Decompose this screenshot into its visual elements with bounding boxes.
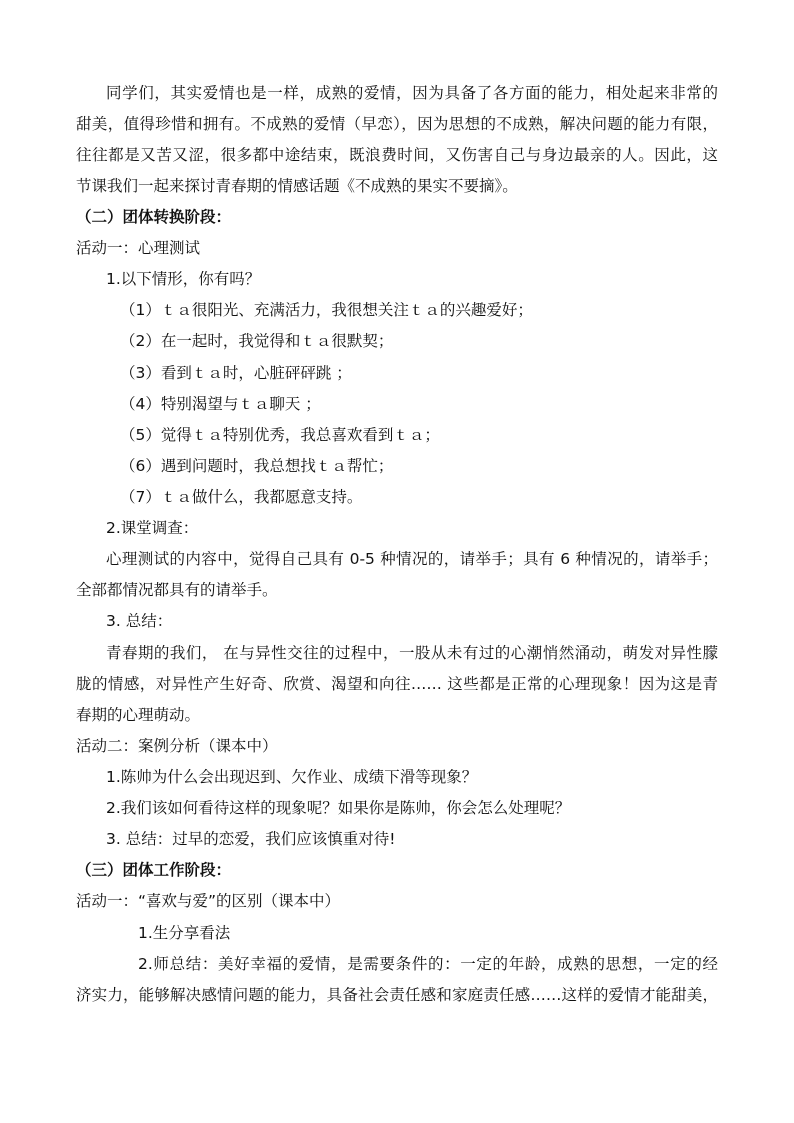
question-line: 2.课堂调查： [106, 519, 199, 537]
summary-line: 青春期的我们， 在与异性交往的过程中，一股从未有过的心潮悄然涌动，萌发对异性朦 [106, 644, 718, 662]
question-line: 3. 总结： [106, 612, 173, 630]
activity-title: 活动一：心理测试 [76, 239, 201, 257]
summary-line: 春期的心理萌动。 [76, 706, 201, 724]
stage3-heading: （三）团体工作阶段： [76, 861, 232, 879]
paragraph-line: 2.师总结：美好幸福的爱情，是需要条件的：一定的年龄，成熟的思想，一定的经 [138, 955, 718, 973]
intro-paragraph-line: 往往都是又苦又涩，很多都中途结束，既浪费时间，又伤害自己与身边最亲的人。因此，这 [76, 146, 718, 164]
list-item: （2）在一起时，我觉得和ｔａ很默契； [120, 332, 394, 350]
list-item: （7）ｔａ做什么，我都愿意支持。 [120, 488, 363, 506]
intro-paragraph-line: 甜美，值得珍惜和拥有。不成熟的爱情（早恋），因为思想的不成熟，解决问题的能力有限， [76, 115, 718, 133]
list-item: （5）觉得ｔａ特别优秀，我总喜欢看到ｔａ； [120, 426, 440, 444]
activity-title: 活动二：案例分析（课本中） [76, 737, 278, 755]
question-line: 3. 总结：过早的恋爱，我们应该慎重对待! [106, 830, 396, 848]
summary-line: 胧的情感，对异性产生好奇、欣赏、渴望和向往…… 这些都是正常的心理现象！因为这是青 [76, 675, 718, 693]
paragraph-line: 1.生分享看法 [138, 924, 231, 942]
list-item: （1）ｔａ很阳光、充满活力，我很想关注ｔａ的兴趣爱好； [120, 301, 533, 319]
paragraph-line: 济实力，能够解决感情问题的能力，具备社会责任感和家庭责任感……这样的爱情才能甜美， [76, 986, 718, 1004]
question-line: 1.以下情形，你有吗？ [106, 270, 261, 288]
survey-line: 心理测试的内容中，觉得自己具有 0-5 种情况的，请举手；具有 6 种情况的，请举手； [106, 550, 718, 568]
question-line: 2.我们该如何看待这样的现象呢？如果你是陈帅，你会怎么处理呢？ [106, 799, 571, 817]
question-line: 1.陈帅为什么会出现迟到、欠作业、成绩下滑等现象？ [106, 768, 478, 786]
survey-line: 全部都情况都具有的请举手。 [76, 581, 278, 599]
stage2-heading: （二）团体转换阶段： [76, 208, 232, 226]
list-item: （4）特别渴望与ｔａ聊天 ； [120, 395, 321, 413]
intro-paragraph-line: 同学们，其实爱情也是一样，成熟的爱情，因为具备了各方面的能力，相处起来非常的 [106, 84, 718, 102]
list-item: （6）遇到问题时，我总想找ｔａ帮忙； [120, 457, 394, 475]
list-item: （3）看到ｔａ时，心脏砰砰跳 ； [120, 364, 352, 382]
activity-title: 活动一：“喜欢与爱”的区别（课本中） [76, 892, 341, 910]
intro-paragraph-line: 节课我们一起来探讨青春期的情感话题《不成熟的果实不要摘》。 [76, 177, 518, 195]
